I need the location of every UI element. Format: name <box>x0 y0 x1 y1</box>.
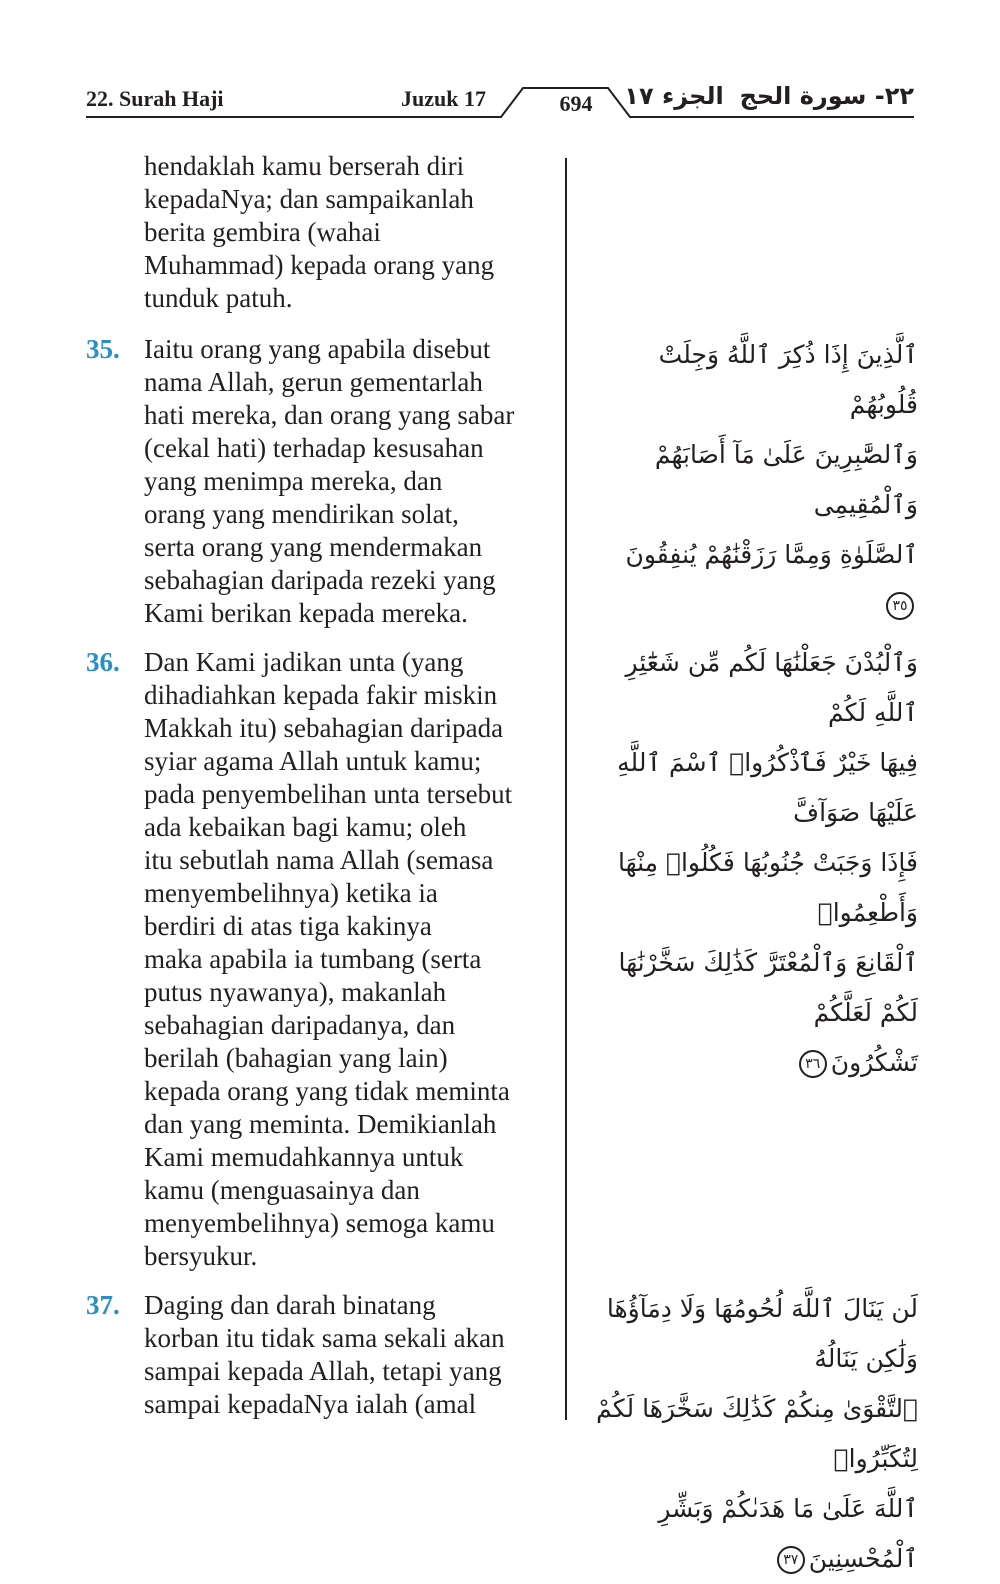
arabic-verse-35 <box>590 330 918 630</box>
juz-label-arabic: الجزء ١٧ <box>624 82 724 110</box>
verse-number: 36. <box>86 647 120 677</box>
verse-number: 35. <box>86 334 120 364</box>
ayah-end-marker: ٣٥ <box>886 592 914 620</box>
arabic-verse-37 <box>590 1284 918 1584</box>
verse-translation: Iaitu orang yang apabila disebut nama Allah, gerun gementarlah hati mereka, dan orang yang sabar (cekal hati) terhadap kesusahan yang menimpa mereka, dan orang yang mendirikan solat, serta orang yang mendermakan sebahagian daripada rezeki yang Kami berikan kepada mereka. <box>144 334 515 628</box>
ayah-end-marker: ٣٧ <box>777 1546 805 1574</box>
arabic-text: ٱلَّذِينَ إِذَا ذُكِرَ ٱللَّهُ وَجِلَتْ قُلُوبُهُمْ وَٱلصَّٰبِرِينَ عَلَىٰ مَآ أَصَابَهُمْ وَٱلْمُقِيمِى ٱلصَّلَوٰةِ وَمِمَّا رَزَقْنَٰهُمْ يُنفِقُونَ <box>625 340 918 569</box>
page-number: 694 <box>559 91 593 116</box>
arabic-text: لَن يَنَالَ ٱللَّهَ لُحُومُهَا وَلَا دِمَآؤُهَا وَلَٰكِن يَنَالُهُ ٱلتَّقْوَىٰ مِنكُمْ كَذَٰلِكَ سَخَّرَهَا لَكُمْ لِتُكَبِّرُوا۟ ٱللَّهَ عَلَىٰ مَا هَدَىٰكُمْ وَبَشِّرِ ٱلْمُحْسِنِينَ <box>596 1294 918 1573</box>
column-divider <box>565 158 567 1420</box>
juzuk-label: Juzuk 17 <box>401 86 486 111</box>
intro-text: hendaklah kamu berserah diri kepadaNya; dan sampaikanlah berita gembira (wahai Muhammad) kepada orang yang tunduk patuh. <box>144 151 495 313</box>
arabic-text: وَٱلْبُدْنَ جَعَلْنَٰهَا لَكُم مِّن شَعَٰٓئِرِ ٱللَّهِ لَكُمْ فِيهَا خَيْرٌ فَٱذْكُرُوا۟ ٱسْمَ ٱللَّهِ عَلَيْهَا صَوَآفَّ فَإِذَا وَجَبَتْ جُنُوبُهَا فَكُلُوا۟ مِنْهَا وَأَطْعِمُوا۟ ٱلْقَانِعَ وَٱلْمُعْتَرَّ كَذَٰلِكَ سَخَّرْنَٰهَا لَكُمْ لَعَلَّكُمْ تَشْكُرُونَ <box>617 648 918 1077</box>
ayah-end-marker: ٣٦ <box>799 1050 827 1078</box>
surah-title-arabic: ٢٢- سورة الحج <box>739 82 914 110</box>
verse-translation: Dan Kami jadikan unta (yang dihadiahkan kepada fakir miskin Makkah itu) sebahagian daripada syiar agama Allah untuk kamu; pada penyembelihan unta tersebut ada kebaikan bagi kamu; oleh itu sebutlah nama Allah (semasa menyembelihnya) ketika ia berdiri di atas tiga kakinya maka apabila ia tumbang (serta putus nyawanya), makanlah sebahagian daripadanya, dan berilah (bahagian yang lain) kepada orang yang tidak meminta dan yang meminta. Demikianlah Kami memudahkannya untuk kamu (menguasainya dan menyembelihnya) semoga kamu bersyukur. <box>144 647 513 1271</box>
verse-number: 37. <box>86 1290 120 1320</box>
surah-title-latin: 22. Surah Haji <box>86 86 224 111</box>
verse-translation: Daging dan darah binatang korban itu tidak sama sekali akan sampai kepada Allah, tetapi yang sampai kepadaNya ialah (amal <box>144 1290 505 1419</box>
page-header <box>86 80 914 122</box>
arabic-verse-36 <box>590 638 918 1088</box>
